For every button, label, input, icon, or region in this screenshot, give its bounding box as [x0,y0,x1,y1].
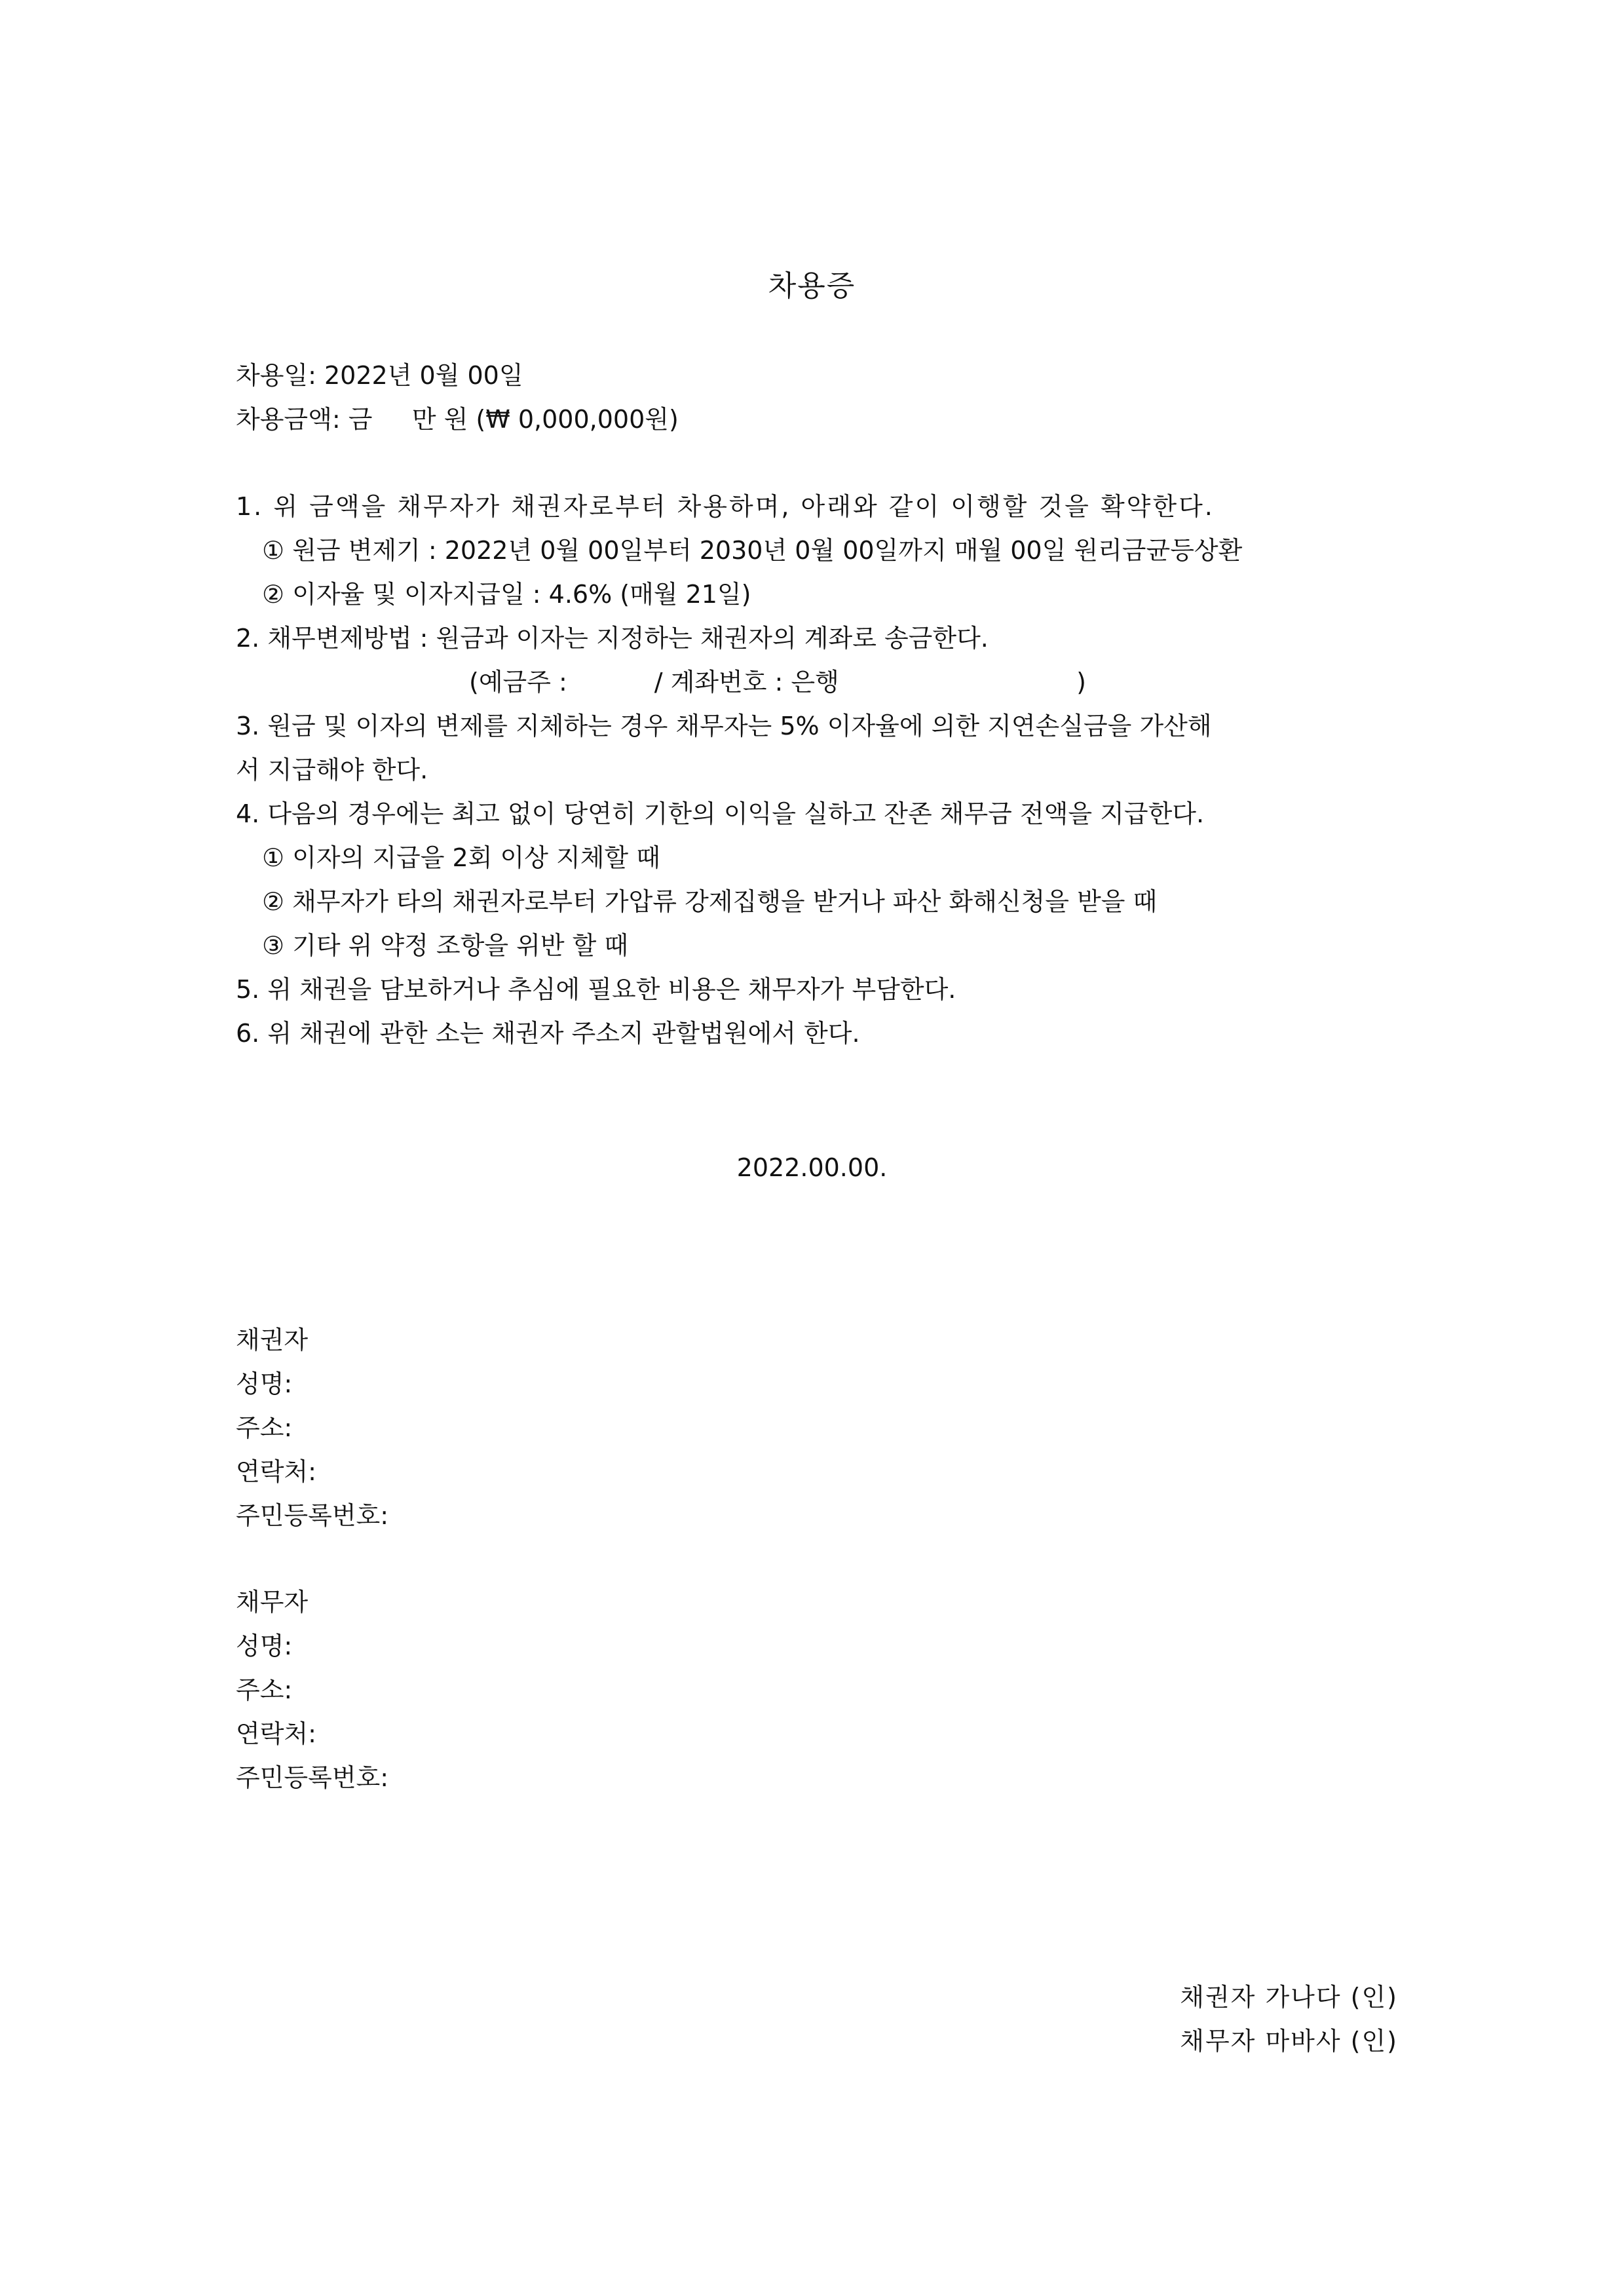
debtor-contact-label: 연락처: [236,1719,316,1748]
debtor-address-label: 주소: [236,1675,293,1704]
clause-1-item-1: ① 원금 변제기 : 2022년 0월 00일부터 2030년 0월 00일까지 매월 00일 원리금균등상환 [262,536,1243,565]
debtor-heading: 채무자 [236,1588,309,1617]
creditor-info [236,1318,388,1538]
document-title: 차용증 [768,269,856,303]
clause-1-item-2: ② 이자율 및 이자지급일 : 4.6% (매월 21일) [262,580,751,609]
loan-date: 차용일: 2022년 0월 00일 [236,361,523,390]
clauses [236,485,1242,1056]
clause-2-account: (예금주 : / 계좌번호 : 은행 ) [469,668,1086,697]
clause-4-item-1: ① 이자의 지급을 2회 이상 지체할 때 [262,843,660,872]
signature-block [1180,1976,1398,2063]
clause-3-line-2: 서 지급해야 한다. [236,756,428,784]
clause-1: 1. 위 금액을 채무자가 채권자로부터 차용하며, 아래와 같이 이행할 것을 확약한다. [236,492,1215,521]
creditor-signature: 채권자 가나다 (인) [1180,1983,1398,2012]
creditor-contact-label: 연락처: [236,1457,316,1486]
clause-4-item-2: ② 채무자가 타의 채권자로부터 가압류 강제집행을 받거나 파산 화해신청을 받을 때 [262,887,1158,916]
debtor-info [236,1580,388,1800]
debtor-name-label: 성명: [236,1632,293,1660]
creditor-name-label: 성명: [236,1369,293,1398]
loan-summary [236,354,679,442]
creditor-address-label: 주소: [236,1413,293,1442]
creditor-id-label: 주민등록번호: [236,1501,389,1530]
clause-5: 5. 위 채권을 담보하거나 추심에 필요한 비용은 채무자가 부담한다. [236,975,956,1004]
clause-3-line-1: 3. 원금 및 이자의 변제를 지체하는 경우 채무자는 5% 이자율에 의한 지연손실금을 가산해 [236,712,1212,740]
clause-2: 2. 채무변제방법 : 원금과 이자는 지정하는 채권자의 계좌로 송금한다. [236,624,989,653]
clause-6: 6. 위 채권에 관한 소는 채권자 주소지 관할법원에서 한다. [236,1019,860,1048]
loan-amount: 차용금액: 금 만 원 (₩ 0,000,000원) [236,405,679,434]
clause-4-item-3: ③ 기타 위 약정 조항을 위반 할 때 [262,931,629,960]
debtor-id-label: 주민등록번호: [236,1763,389,1792]
document-date: 2022.00.00. [736,1153,888,1182]
creditor-heading: 채권자 [236,1326,309,1354]
debtor-signature: 채무자 마바사 (인) [1180,2027,1398,2056]
clause-4: 4. 다음의 경우에는 최고 없이 당연히 기한의 이익을 실하고 잔존 채무금 전액을 지급한다. [236,799,1205,828]
